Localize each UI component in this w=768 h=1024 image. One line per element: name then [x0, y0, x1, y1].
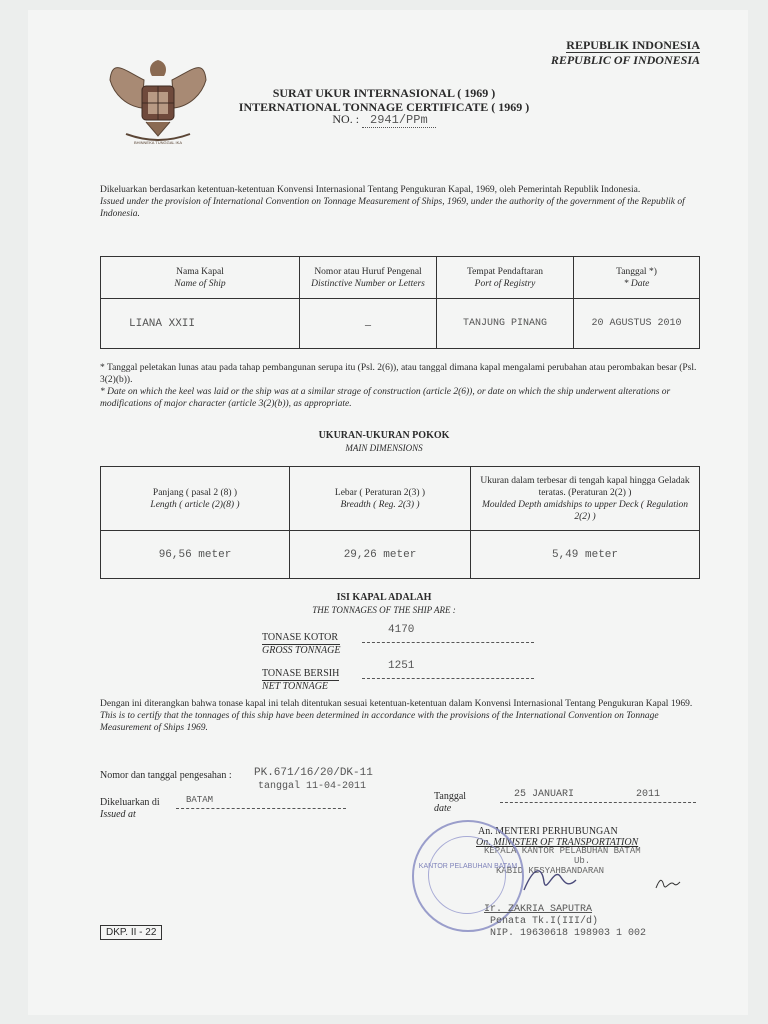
- signatory-details: [484, 904, 646, 940]
- stamp-label: KANTOR PELABUHAN BATAM: [418, 863, 518, 870]
- issue-date-line: [500, 802, 696, 803]
- approval-label: Nomor dan tanggal pengesahan :: [100, 770, 232, 781]
- ship-date-value: 20 AGUSTUS 2010: [574, 299, 700, 349]
- ship-number-value: –: [300, 299, 437, 349]
- ship-header-number: Nomor atau Huruf Pengenal Distinctive Number or Letters: [300, 257, 437, 299]
- dimensions-table: [100, 466, 700, 579]
- signature-icon: [520, 862, 590, 898]
- length-header: Panjang ( pasal 2 (8) ) Length ( article (2)(8) ): [101, 467, 290, 531]
- net-tonnage-value: 1251: [388, 660, 415, 672]
- breadth-value: 29,26 meter: [290, 531, 471, 579]
- intro-paragraph: [100, 184, 700, 220]
- approval-date: tanggal 11-04-2011: [258, 781, 367, 792]
- republic-en: REPUBLIC OF INDONESIA: [550, 53, 700, 67]
- ship-table-value-row: [101, 299, 700, 349]
- tonnage-title: [0, 592, 768, 616]
- dimensions-title-en: MAIN DIMENSIONS: [345, 443, 423, 453]
- footnote-id: * Tanggal peletakan lunas atau pada tahap pembangunan serupa itu (Psl. 2(6)), atau tanggal dimana kapal mengalami perubahan atau perombakan besar (Psl. 3(2)(b)).: [100, 363, 697, 385]
- certify-paragraph: [100, 698, 700, 734]
- republic-heading: [551, 38, 700, 67]
- footnote-en: * Date on which the keel was laid or the ship was at a similar strage of construction (article 2(6)), or date on which the ship underwent alterations or modifications of major character (article 3(2)(b)), as appropriate.: [100, 387, 671, 409]
- length-value: 96,56 meter: [101, 531, 290, 579]
- issue-date-label: Tanggal date: [434, 791, 467, 814]
- depth-header: Ukuran dalam terbesar di tengah kapal hingga Geladak teratas. (Peraturan 2(2) ) Moulded Depth amidships to upper Deck ( Regulation 2(2) ): [471, 467, 700, 531]
- dimensions-header-row: [101, 467, 700, 531]
- emblem-motto: BHINNEKA TUNGGAL IKA: [133, 140, 182, 145]
- issued-at-value: BATAM: [186, 795, 214, 805]
- net-tonnage-label: TONASE BERSIH NET TONNAGE: [262, 668, 340, 692]
- certificate-title: [0, 86, 768, 114]
- gross-tonnage-line: [362, 642, 534, 643]
- gross-tonnage-value: 4170: [388, 624, 415, 636]
- signatory-rank: Penata Tk.I(III/d): [490, 916, 599, 927]
- breadth-header: Lebar ( Peraturan 2(3) ) Breadth ( Reg. 2(3) ): [290, 467, 471, 531]
- ship-name-value: LIANA XXII: [101, 299, 300, 349]
- ship-header-port: Tempat Pendaftaran Port of Registry: [437, 257, 574, 299]
- gross-tonnage-label: TONASE KOTOR GROSS TONNAGE: [262, 632, 341, 656]
- issue-date-value: 25 JANUARI: [514, 789, 575, 800]
- footnote: [100, 362, 700, 410]
- tonnage-title-en: THE TONNAGES OF THE SHIP ARE :: [312, 605, 456, 615]
- certificate-number: [0, 112, 768, 127]
- tonnage-title-id: ISI KAPAL ADALAH: [336, 592, 432, 603]
- issued-at-label: Dikeluarkan di Issued at: [100, 797, 160, 820]
- signatory-nip: NIP. 19630618 198903 1 002: [490, 928, 647, 939]
- title-en: INTERNATIONAL TONNAGE CERTIFICATE ( 1969 ): [238, 100, 530, 114]
- title-id: SURAT UKUR INTERNASIONAL ( 1969 ): [272, 86, 496, 100]
- form-code: DKP. II - 22: [100, 925, 162, 940]
- depth-value: 5,49 meter: [471, 531, 700, 579]
- ship-header-date: Tanggal *) * Date: [574, 257, 700, 299]
- dimensions-title-id: UKURAN-UKURAN POKOK: [318, 430, 450, 441]
- republic-id: REPUBLIK INDONESIA: [566, 38, 700, 52]
- dimensions-value-row: [101, 531, 700, 579]
- ship-table: [100, 256, 700, 349]
- certify-id: Dengan ini diterangkan bahwa tonase kapal ini telah ditentukan sesuai ketentuan-ketentuan dalam Konvensi Internasional Tentang Pengukuran Kapal 1969.: [100, 699, 693, 709]
- paraf-icon: [654, 876, 682, 892]
- ship-port-value: TANJUNG PINANG: [437, 299, 574, 349]
- certify-en: This is to certify that the tonnages of this ship have been determined in accordance with the provisions of the International Convention on Tonnage Measurement of Ships 1969.: [100, 711, 659, 733]
- signatory-name: Ir. ZAKRIA SAPUTRA: [484, 904, 593, 915]
- issue-year-value: 2011: [636, 789, 661, 800]
- dimensions-title: [0, 430, 768, 454]
- sig-office-stamp: KEPALA KANTOR PELABUHAN BATAM Ub. KABID KESYAHBANDARAN: [484, 846, 641, 876]
- issued-at-line: [176, 808, 346, 809]
- intro-id: Dikeluarkan berdasarkan ketentuan-ketentuan Konvensi Internasional Tentang Pengukuran Kapal, 1969, oleh Pemerintah Republik Indonesia.: [100, 185, 641, 195]
- sig-line-2: On. MINISTER OF TRANSPORTATION: [476, 837, 639, 848]
- sig-line-1: An. MENTERI PERHUBUNGAN: [478, 826, 618, 837]
- ship-table-header-row: [101, 257, 700, 299]
- number-value: 2941/PPm: [362, 113, 436, 128]
- approval-number: PK.671/16/20/DK-11: [254, 767, 373, 779]
- intro-en: Issued under the provision of International Convention on Tonnage Measurement of Ships, 1969, under the authority of the government of the Republik of Indonesia.: [100, 197, 685, 219]
- number-label: NO. :: [332, 112, 360, 126]
- net-tonnage-line: [362, 678, 534, 679]
- ship-header-name: Nama Kapal Name of Ship: [101, 257, 300, 299]
